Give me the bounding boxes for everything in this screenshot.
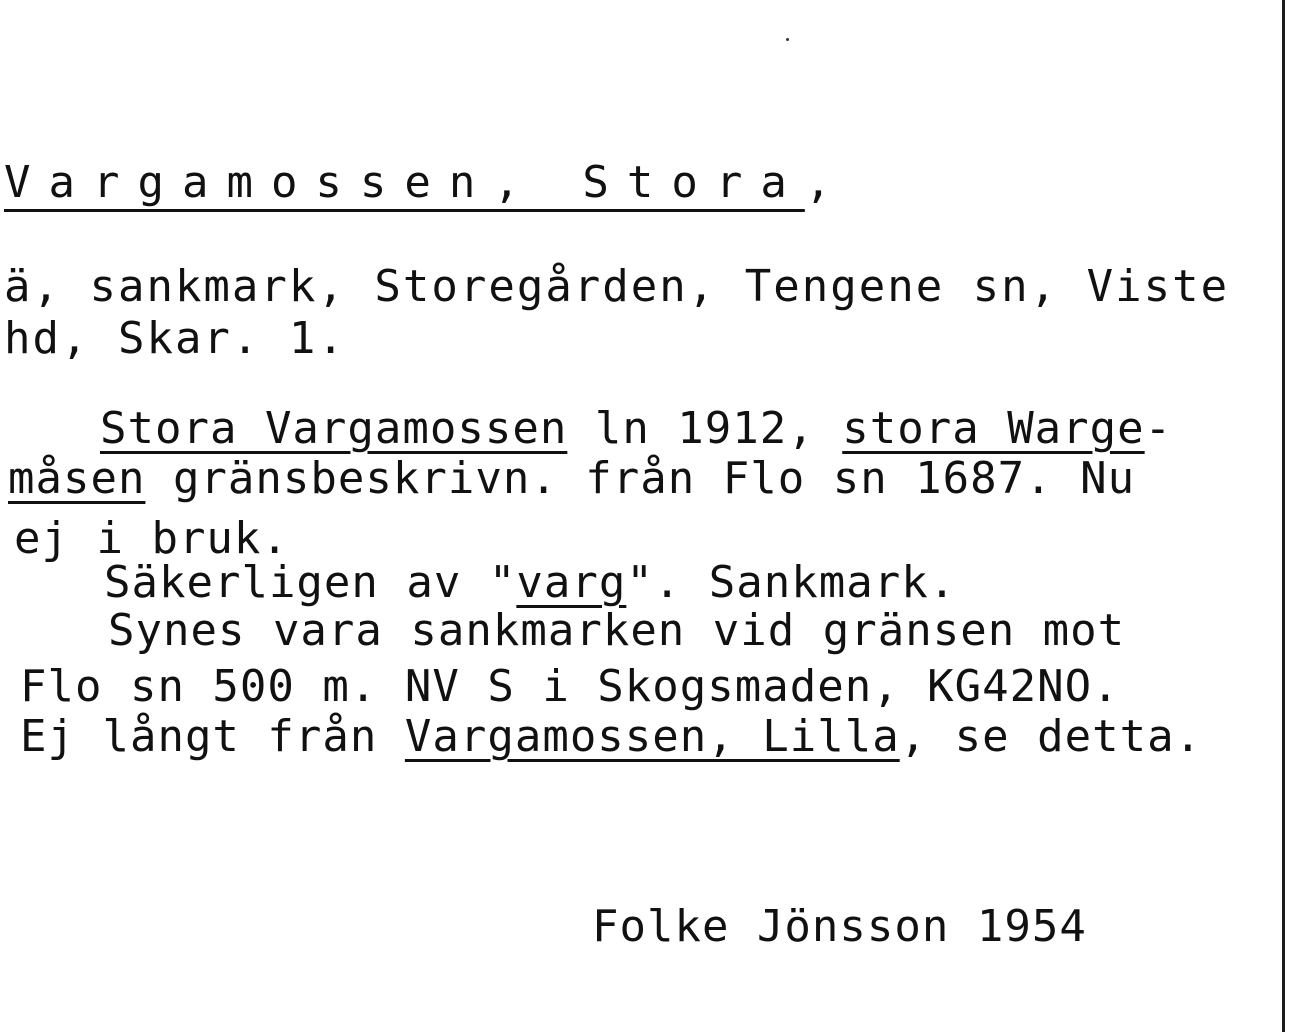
card-edge-line bbox=[1282, 0, 1285, 1032]
underlined-name: Stora Vargamossen bbox=[100, 403, 568, 454]
text-segment: , se detta. bbox=[899, 711, 1203, 762]
text-line bbox=[20, 712, 1202, 762]
text-line: ä, sankmark, Storegården, Tengene sn, Viste bbox=[4, 261, 1230, 312]
headword-trailing-comma: , bbox=[804, 157, 850, 208]
text-line bbox=[100, 404, 1172, 454]
underlined-name: stora Warge bbox=[842, 403, 1145, 454]
text-line bbox=[8, 454, 1135, 504]
signature: Folke Jönsson 1954 bbox=[592, 901, 1087, 952]
text-line: Synes vara sankmarken vid gränsen mot bbox=[108, 605, 1126, 656]
text-segment: Säkerligen av " bbox=[104, 557, 517, 608]
text-line: Flo sn 500 m. NV S i Skogsmaden, KG42NO. bbox=[20, 661, 1120, 712]
text-line bbox=[104, 558, 956, 608]
text-line: ej i bruk. bbox=[14, 513, 289, 564]
headword-text: Vargamossen, Stora bbox=[4, 157, 805, 208]
underlined-name: Vargamossen, Lilla bbox=[404, 711, 900, 762]
text-segment: Ej långt från bbox=[20, 711, 405, 762]
underlined-name: måsen bbox=[8, 453, 146, 504]
text-segment: gränsbeskrivn. från Flo sn 1687. Nu bbox=[145, 453, 1136, 504]
hyphen: - bbox=[1144, 403, 1173, 454]
paper-speck bbox=[786, 38, 789, 41]
text-line: hd, Skar. 1. bbox=[4, 313, 346, 364]
underlined-word: varg bbox=[516, 557, 627, 608]
text-segment: ln 1912, bbox=[567, 403, 843, 454]
card-headword bbox=[4, 158, 849, 208]
text-segment: ". Sankmark. bbox=[626, 557, 957, 608]
